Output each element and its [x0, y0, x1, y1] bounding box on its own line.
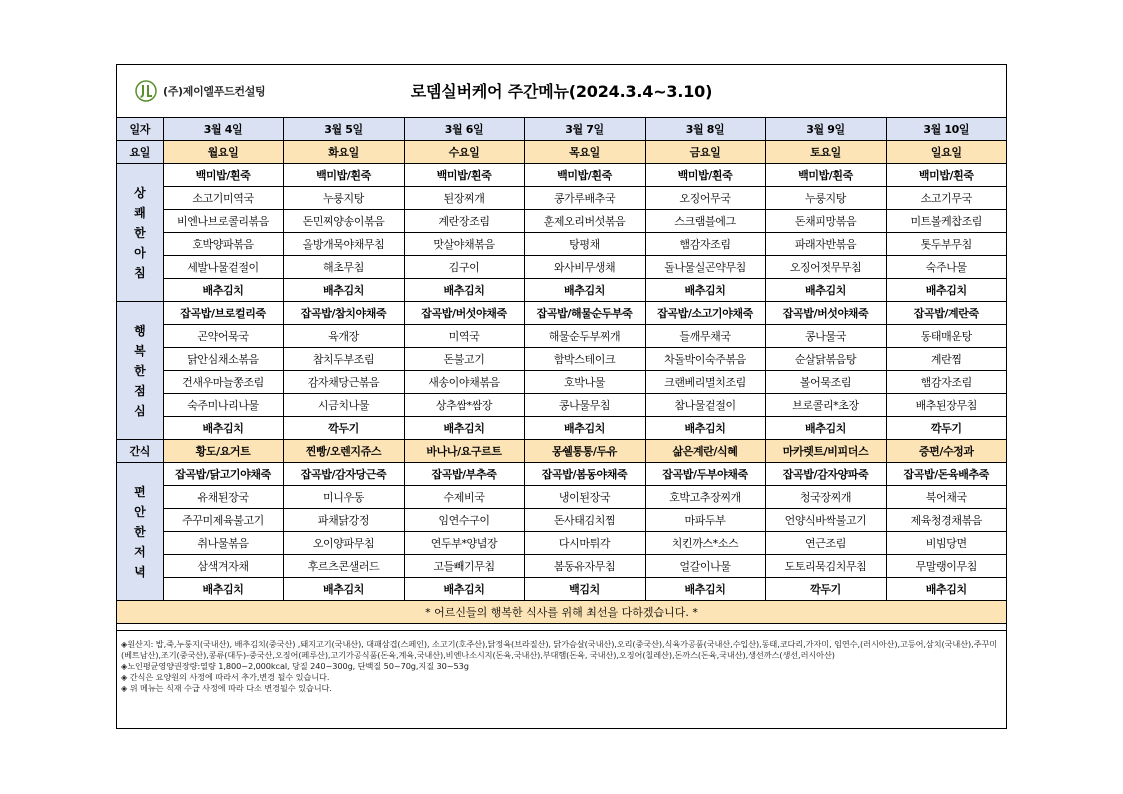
date-cell: 3월 4일: [163, 118, 283, 141]
menu-item: 숙주나물: [886, 256, 1006, 279]
menu-item: 배추김치: [645, 578, 765, 601]
menu-item: 백미밥/흰죽: [163, 164, 283, 187]
meal-row: [117, 256, 1006, 279]
header: [117, 65, 1006, 118]
menu-item: 오이양파무침: [283, 532, 404, 555]
footer-change-note: ◈ 위 메뉴는 식재 수급 사정에 따라 다소 변경될수 있습니다.: [121, 683, 332, 693]
menu-item: 북어채국: [886, 486, 1006, 509]
weekday-cell: 금요일: [645, 141, 765, 164]
menu-item: 계란장조림: [404, 210, 524, 233]
meal-row: [117, 463, 1006, 486]
menu-item: 삼색겨자채: [163, 555, 283, 578]
menu-item: 감자채당근볶음: [283, 371, 404, 394]
date-cell: 3월 9일: [765, 118, 886, 141]
menu-item: 참나물겉절이: [645, 394, 765, 417]
menu-item: 미역국: [404, 325, 524, 348]
menu-item: 해물순두부찌개: [524, 325, 645, 348]
date-cell: 3월 5일: [283, 118, 404, 141]
menu-item: 배추된장무침: [886, 394, 1006, 417]
snack-cell: 증편/수정과: [886, 440, 1006, 463]
menu-item: 잡곡밥/브로컬리죽: [163, 302, 283, 325]
note-row: [117, 601, 1006, 624]
menu-item: 백김치: [524, 578, 645, 601]
meal-row: [117, 394, 1006, 417]
menu-item: 차돌박이숙주볶음: [645, 348, 765, 371]
date-cell: 3월 10일: [886, 118, 1006, 141]
menu-item: 누룽지탕: [765, 187, 886, 210]
menu-item: 햄감자조림: [645, 233, 765, 256]
menu-item: 배추김치: [163, 578, 283, 601]
menu-item: 햄감자조림: [886, 371, 1006, 394]
menu-item: 닭안심채소볶음: [163, 348, 283, 371]
menu-item: 훈제오리버섯볶음: [524, 210, 645, 233]
menu-item: 무말랭이무침: [886, 555, 1006, 578]
menu-item: 세발나물겉절이: [163, 256, 283, 279]
menu-item: 배추김치: [163, 417, 283, 440]
menu-item: 백미밥/흰죽: [645, 164, 765, 187]
menu-item: 배추김치: [886, 578, 1006, 601]
meal-row: [117, 555, 1006, 578]
footer-notes: [117, 630, 1006, 728]
menu-item: 연근조림: [765, 532, 886, 555]
meal-row: [117, 210, 1006, 233]
menu-item: 깍두기: [765, 578, 886, 601]
meal-row: [117, 348, 1006, 371]
menu-item: 백미밥/흰죽: [886, 164, 1006, 187]
menu-item: 백미밥/흰죽: [404, 164, 524, 187]
menu-item: 돌나물실곤약무침: [645, 256, 765, 279]
menu-item: 잡곡밥/감자양파죽: [765, 463, 886, 486]
menu-item: 함박스테이크: [524, 348, 645, 371]
meal-row: [117, 371, 1006, 394]
meal-row: [117, 187, 1006, 210]
menu-item: 잡곡밥/감자당근죽: [283, 463, 404, 486]
menu-item: 비빔당면: [886, 532, 1006, 555]
weekday-cell: 수요일: [404, 141, 524, 164]
menu-item: 콩가루배추국: [524, 187, 645, 210]
meal-label: 행 복 한 점 심: [117, 302, 163, 440]
menu-item: 브로콜리*초장: [765, 394, 886, 417]
footer-origin: ◈원산지: 밥,죽,누룽지(국내산), 배추김치(중국산) ,돼지고기(국내산), 대패삼겹(스페인), 소고기(호주산),닭정육(브라질산), 닭가슴살(국내산),오리(중국산),식육가공품(국내산,수입산),동태,코다리,가자미, 임연수,(러시아산),고등어,삼치(국내산),주꾸미(베트남산),조기(중국산),콩류(대두)-중국산,오징어(페루산),고기가공식품(돈육,계육,국내산),비엔나소시지(돈육,국내산),부대햄(돈육, 국내산),오징어(칠레산),돈까스(돈육,국내산),생선까스(생선,러시아산): [121, 639, 998, 660]
weekday-cell: 화요일: [283, 141, 404, 164]
menu-item: 올방개묵야채무침: [283, 233, 404, 256]
menu-item: 돈민찌양송이볶음: [283, 210, 404, 233]
menu-item: 미니우동: [283, 486, 404, 509]
menu-item: 배추김치: [524, 417, 645, 440]
menu-item: 백미밥/흰죽: [283, 164, 404, 187]
menu-item: 잡곡밥/부추죽: [404, 463, 524, 486]
meal-row: [117, 233, 1006, 256]
menu-item: 소고기미역국: [163, 187, 283, 210]
menu-item: 배추김치: [404, 578, 524, 601]
menu-item: 비엔나브로콜리볶음: [163, 210, 283, 233]
menu-item: 잡곡밥/돈육배추죽: [886, 463, 1006, 486]
snack-cell: 황도/요거트: [163, 440, 283, 463]
menu-item: 후르츠콘샐러드: [283, 555, 404, 578]
menu-item: 치킨까스*소스: [645, 532, 765, 555]
weekday-label: 요일: [117, 141, 163, 164]
menu-item: 계란찜: [886, 348, 1006, 371]
menu-item: 임연수구이: [404, 509, 524, 532]
menu-item: 호박나물: [524, 371, 645, 394]
menu-item: 연두부*양념장: [404, 532, 524, 555]
menu-item: 백미밥/흰죽: [524, 164, 645, 187]
menu-item: 참치두부조림: [283, 348, 404, 371]
menu-item: 와사비무생채: [524, 256, 645, 279]
menu-item: 도토리묵김치무침: [765, 555, 886, 578]
meal-row: [117, 532, 1006, 555]
menu-item: 숙주미나리나물: [163, 394, 283, 417]
menu-item: 마파두부: [645, 509, 765, 532]
menu-item: 돈채피망볶음: [765, 210, 886, 233]
closing-note: * 어르신들의 행복한 식사를 위해 최선을 다하겠습니다. *: [117, 601, 1006, 624]
menu-item: 깍두기: [886, 417, 1006, 440]
menu-item: 언양식바싹불고기: [765, 509, 886, 532]
weekly-menu-table: [117, 118, 1006, 624]
weekday-row: [117, 141, 1006, 164]
menu-item: 다시마튀각: [524, 532, 645, 555]
menu-item: 된장찌개: [404, 187, 524, 210]
menu-item: 순살닭볶음탕: [765, 348, 886, 371]
menu-item: 맛살야채볶음: [404, 233, 524, 256]
menu-item: 파채닭강정: [283, 509, 404, 532]
menu-item: 스크램블에그: [645, 210, 765, 233]
menu-item: 잡곡밥/봄동야채죽: [524, 463, 645, 486]
menu-item: 잡곡밥/버섯야채죽: [404, 302, 524, 325]
menu-item: 들깨무채국: [645, 325, 765, 348]
menu-item: 잡곡밥/해물순두부죽: [524, 302, 645, 325]
date-cell: 3월 6일: [404, 118, 524, 141]
menu-item: 곤약어묵국: [163, 325, 283, 348]
menu-item: 고들빼기무침: [404, 555, 524, 578]
menu-item: 깍두기: [283, 417, 404, 440]
date-label: 일자: [117, 118, 163, 141]
snack-label: 간식: [117, 440, 163, 463]
menu-item: 육개장: [283, 325, 404, 348]
weekday-cell: 월요일: [163, 141, 283, 164]
snack-cell: 삶은계란/식혜: [645, 440, 765, 463]
menu-item: 오징어젓무무침: [765, 256, 886, 279]
weekday-cell: 목요일: [524, 141, 645, 164]
menu-item: 배추김치: [404, 279, 524, 302]
menu-item: 배추김치: [283, 279, 404, 302]
menu-item: 잡곡밥/두부야채죽: [645, 463, 765, 486]
snack-cell: 찐빵/오렌지쥬스: [283, 440, 404, 463]
menu-item: 청국장찌개: [765, 486, 886, 509]
weekday-cell: 일요일: [886, 141, 1006, 164]
menu-item: 누룽지탕: [283, 187, 404, 210]
menu-item: 호박고추장찌개: [645, 486, 765, 509]
weekday-cell: 토요일: [765, 141, 886, 164]
meal-row: [117, 279, 1006, 302]
date-cell: 3월 7일: [524, 118, 645, 141]
menu-item: 제육청경채볶음: [886, 509, 1006, 532]
menu-sheet: [116, 64, 1007, 729]
meal-row: [117, 417, 1006, 440]
menu-item: 잡곡밥/닭고기야채죽: [163, 463, 283, 486]
menu-item: 크랜베리멸치조림: [645, 371, 765, 394]
menu-item: 콩나물무침: [524, 394, 645, 417]
menu-item: 오징어무국: [645, 187, 765, 210]
menu-item: 잡곡밥/참치야채죽: [283, 302, 404, 325]
menu-item: 소고기무국: [886, 187, 1006, 210]
meal-label: 상 쾌 한 아 침: [117, 164, 163, 302]
snack-cell: 바나나/요구르트: [404, 440, 524, 463]
menu-item: 잡곡밥/소고기야채죽: [645, 302, 765, 325]
company-name: (주)제이엘푸드컨설팅: [163, 85, 266, 98]
menu-item: 잡곡밥/버섯야채죽: [765, 302, 886, 325]
menu-item: 돈불고기: [404, 348, 524, 371]
menu-item: 잡곡밥/계란죽: [886, 302, 1006, 325]
menu-item: 볼어묵조림: [765, 371, 886, 394]
menu-item: 톳두부무침: [886, 233, 1006, 256]
menu-item: 배추김치: [404, 417, 524, 440]
menu-item: 주꾸미제육불고기: [163, 509, 283, 532]
meal-row: [117, 325, 1006, 348]
meal-label: 편 안 한 저 녁: [117, 463, 163, 601]
menu-item: 백미밥/흰죽: [765, 164, 886, 187]
menu-item: 배추김치: [163, 279, 283, 302]
menu-item: 미트볼케찹조림: [886, 210, 1006, 233]
footer-snack-note: ◈ 간식은 요양원의 사정에 따라서 추가,변경 될수 있습니다.: [121, 672, 330, 682]
snack-cell: 몽쉘통통/두유: [524, 440, 645, 463]
date-row: [117, 118, 1006, 141]
menu-item: 호박양파볶음: [163, 233, 283, 256]
snack-cell: 마카렛트/비피더스: [765, 440, 886, 463]
menu-item: 배추김치: [765, 417, 886, 440]
menu-item: 배추김치: [645, 279, 765, 302]
menu-item: 배추김치: [645, 417, 765, 440]
menu-item: 파래자반볶음: [765, 233, 886, 256]
menu-item: 콩나물국: [765, 325, 886, 348]
menu-item: 배추김치: [524, 279, 645, 302]
menu-item: 돈사태김치찜: [524, 509, 645, 532]
menu-item: 상추쌈*쌈장: [404, 394, 524, 417]
menu-item: 탕평채: [524, 233, 645, 256]
menu-item: 해초무침: [283, 256, 404, 279]
menu-item: 얼갈이나물: [645, 555, 765, 578]
menu-item: 배추김치: [765, 279, 886, 302]
date-cell: 3월 8일: [645, 118, 765, 141]
menu-item: 수제비국: [404, 486, 524, 509]
menu-item: 냉이된장국: [524, 486, 645, 509]
meal-row: [117, 486, 1006, 509]
menu-item: 봄동유자무침: [524, 555, 645, 578]
menu-item: 배추김치: [886, 279, 1006, 302]
page-title: 로뎀실버케어 주간메뉴(2024.3.4~3.10): [410, 82, 713, 101]
menu-item: 김구이: [404, 256, 524, 279]
menu-item: 동태매운탕: [886, 325, 1006, 348]
footer-nutrition: ◈노인평균영양권장량:열량 1,800~2,000kcal, 당질 240~300g, 단백질 50~70g,지질 30~53g: [121, 661, 469, 671]
menu-item: 배추김치: [283, 578, 404, 601]
meal-row: [117, 164, 1006, 187]
menu-item: 취나물볶음: [163, 532, 283, 555]
meal-row: [117, 578, 1006, 601]
menu-item: 건새우마늘쫑조림: [163, 371, 283, 394]
menu-item: 새송이야채볶음: [404, 371, 524, 394]
menu-item: 시금치나물: [283, 394, 404, 417]
meal-row: [117, 302, 1006, 325]
meal-row: [117, 509, 1006, 532]
menu-item: 유채된장국: [163, 486, 283, 509]
snack-row: [117, 440, 1006, 463]
